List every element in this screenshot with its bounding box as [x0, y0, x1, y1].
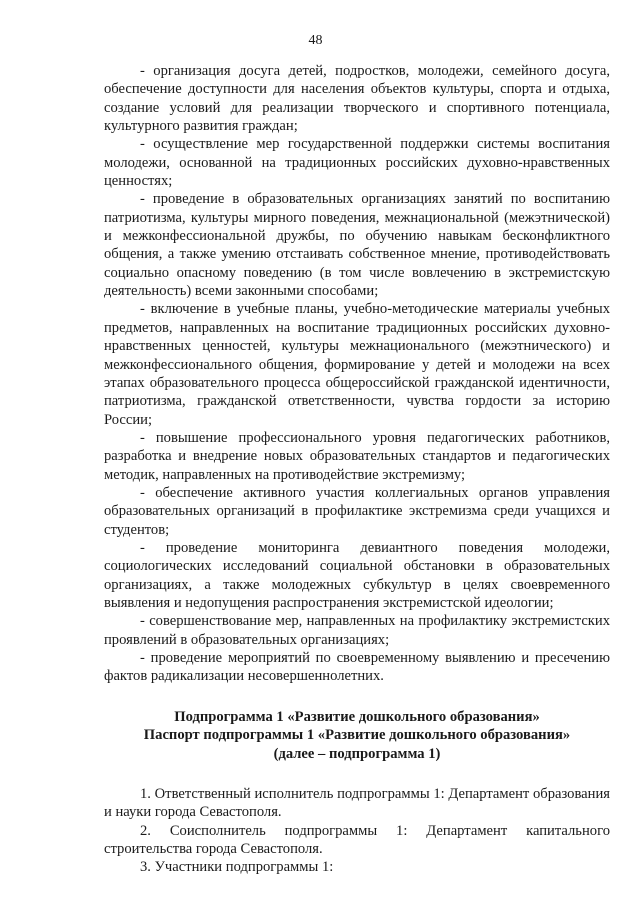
- bullet-paragraph: - осуществление мер государственной поддержки системы воспитания молодежи, основанной на традиционных российских духовно-нравственных ценностях;: [104, 136, 610, 190]
- bullet-paragraph: - проведение в образовательных организациях занятий по воспитанию патриотизма, культуры мирного поведения, межнациональной (межэтнической) и межконфессиональной дружбы, по обучению навыкам бесконфликтного общения, а также умению отстаивать собственное мнение, противодействовать социально опасному поведению (в том числе вовлечению в экстремистскую деятельность) всеми законными способами;: [104, 191, 610, 300]
- numbered-item: 1. Ответственный исполнитель подпрограммы 1: Департамент образования и науки города Севастополя.: [104, 785, 610, 821]
- passport-note: (далее – подпрограмма 1): [273, 745, 441, 762]
- bullet-paragraph: - совершенствование мер, направленных на профилактику экстремистских проявлений в образовательных организациях;: [104, 613, 610, 648]
- bullet-paragraph: - повышение профессионального уровня педагогических работников, разработка и внедрение новых образовательных стандартов и педагогических методик, направленных на противодействие экстремизму;: [104, 429, 610, 483]
- bullet-paragraph: - проведение мероприятий по своевременному выявлению и пресечению фактов радикализации несовершеннолетних.: [104, 650, 610, 685]
- numbered-item: 3. Участники подпрограммы 1:: [140, 859, 334, 876]
- bullet-paragraph: - проведение мониторинга девиантного поведения молодежи, социологических исследований социальной обстановки в образовательных организациях, а также молодежных субкультур в целях своевременного выявления и недопущения распространения экстремистской идеологии;: [104, 539, 610, 611]
- section-spacer: [104, 763, 610, 785]
- bullet-paragraph: - обеспечение активного участия коллегиальных органов управления образовательных организаций в профилактике экстремизма среди учащихся и студентов;: [104, 484, 610, 538]
- passport-title: Паспорт подпрограммы 1 «Развитие дошкольного образования»: [143, 727, 571, 744]
- subprogram-title: Подпрограмма 1 «Развитие дошкольного образования»: [174, 708, 540, 725]
- page-number: 48: [308, 33, 323, 48]
- bullet-paragraph: - включение в учебные планы, учебно-методические материалы учебных предметов, направленных на воспитание традиционных российских духовно-нравственных ценностей, культуры межнационального (межэтнического) и межконфессионального общения, формирование у детей и молодежи на всех этапах образовательного процесса общероссийской гражданской идентичности, патриотизма, гражданской ответственности, чувства гордости за историю России;: [104, 301, 610, 428]
- document-body: [104, 62, 610, 877]
- numbered-item: 2. Соисполнитель подпрограммы 1: Департамент капитального строительства города Севастополя.: [104, 822, 610, 857]
- bullet-paragraph: - организация досуга детей, подростков, молодежи, семейного досуга, обеспечение доступности для населения объектов культуры, спорта и отдыха, создание условий для реализации творческого и спортивного потенциала, культурного развития граждан;: [104, 63, 610, 135]
